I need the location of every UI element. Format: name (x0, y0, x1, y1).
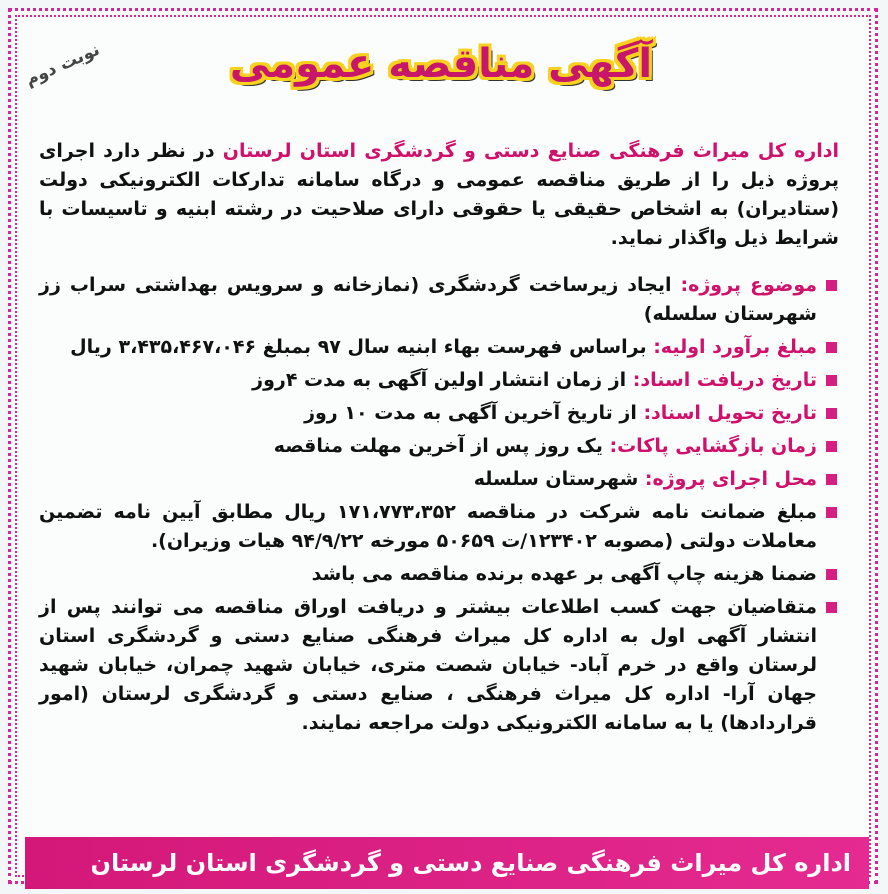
list-item (39, 560, 839, 589)
conditions-list (39, 271, 839, 738)
item-text: شهرستان سلسله (473, 468, 645, 490)
second-round-badge: نوبت دوم (22, 39, 103, 91)
item-label: موضوع پروژه: (680, 274, 817, 296)
item-label: زمان بازگشایی پاکات: (609, 435, 817, 457)
item-label: تاریخ تحویل اسناد: (643, 402, 817, 424)
item-label: مبلغ برآورد اولیه: (653, 336, 817, 358)
item-text: از تاریخ آخرین آگهی به مدت ۱۰ روز (304, 402, 644, 424)
footer-organization: اداره کل میراث فرهنگی صنایع دستی و گردشگری استان لرستان (25, 837, 869, 889)
list-item (39, 399, 839, 428)
list-item (39, 366, 839, 395)
list-item (39, 271, 839, 329)
item-text: ضمنا هزینه چاپ آگهی بر عهده برنده مناقصه می باشد (311, 563, 817, 585)
item-text: از زمان انتشار اولین آگهی به مدت ۴روز (252, 369, 633, 391)
list-item (39, 593, 839, 738)
list-item (39, 333, 839, 362)
intro-text: در نظر دارد اجرای پروژه ذیل را از طریق مناقصه عمومی و درگاه سامانه تدارکات الکترونیکی دولت (ستادیران) به اشخاص حقیقی یا حقوقی دارای صلاحیت در رشته ابنیه و تاسیسات با شرایط ذیل واگذار نماید. (39, 140, 839, 249)
item-text: متقاضیان جهت کسب اطلاعات بیشتر و دریافت اوراق مناقصه می توانند پس از انتشار آگهی اول به اداره کل میراث فرهنگی صنایع دستی و گردشگری استان لرستان واقع در خرم آباد- خیابان شصت متری، خیابان شهید چمران، خیابان شهید جهان آرا- اداره کل میراث فرهنگی ، صنایع دستی و گردشگری لرستان (امور قراردادها) یا به سامانه الکترونیکی دولت مراجعه نمایند. (39, 596, 817, 734)
tender-notice (8, 8, 878, 884)
intro-paragraph (39, 137, 839, 253)
item-label: تاریخ دریافت اسناد: (632, 369, 817, 391)
organization-name: اداره کل میراث فرهنگی صنایع دستی و گردشگری استان لرستان (222, 140, 840, 162)
notice-body (39, 137, 839, 742)
list-item (39, 432, 839, 461)
item-text: براساس فهرست بهاء ابنیه سال ۹۷ بمبلغ ۳،۴۳۵،۴۶۷،۰۴۶ ریال (70, 336, 654, 358)
item-text: مبلغ ضمانت نامه شرکت در مناقصه ۱۷۱،۷۷۳،۳۵۲ ریال مطابق آیین نامه تضمین معاملات دولتی (مصوبه ۱۲۳۴۰۲/ت ۵۰۶۵۹ مورخه ۹۴/۹/۲۲ هیات وزیران). (39, 501, 818, 552)
list-item (39, 465, 839, 494)
item-text: یک روز پس از آخرین مهلت مناقصه (273, 435, 610, 457)
item-label: محل اجرای پروژه: (644, 468, 817, 490)
list-item (39, 498, 839, 556)
notice-title: آگهی مناقصه عمومی (229, 41, 653, 87)
item-text: ایجاد زیرساخت گردشگری (نمازخانه و سرویس بهداشتی سراب زز شهرستان سلسله) (39, 274, 817, 325)
